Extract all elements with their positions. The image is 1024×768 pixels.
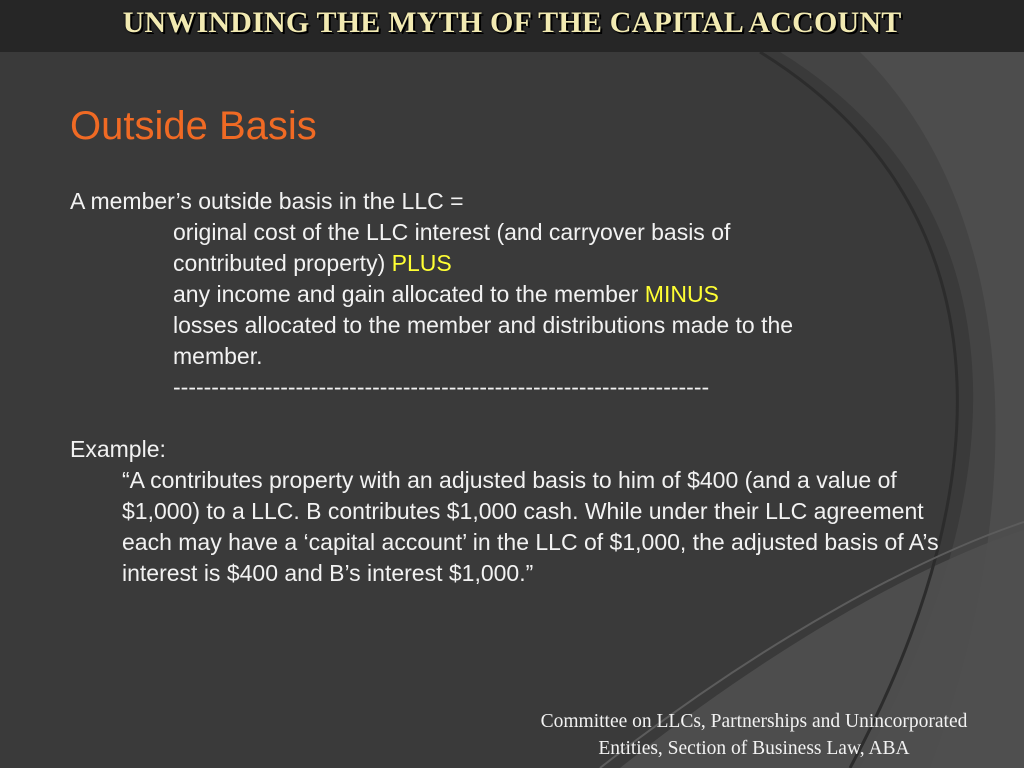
- definition-line-5: member.: [173, 343, 263, 369]
- definition-line-2-text: contributed property): [173, 250, 392, 276]
- example-text: “A contributes property with an adjusted basis to him of $400 (and a value of $1,000) to a LLC. B contributes $1,000 cash. While under their LLC agreement each may have a ‘capital account’ in the LLC of $1,000, the adjusted basis of A’s interest is $400 and B’s interest $1,000.”: [122, 467, 939, 586]
- footer-line-1: Committee on LLCs, Partnerships and Unincorporated: [540, 711, 968, 732]
- definition-line-2: [70, 248, 970, 279]
- example-label: Example:: [70, 436, 166, 462]
- slide-banner: UNWINDING THE MYTH OF THE CAPITAL ACCOUNT: [122, 6, 902, 39]
- slide-footer: [494, 708, 1014, 762]
- spacer: [70, 403, 970, 434]
- plus-keyword: PLUS: [391, 250, 452, 276]
- definition-line-1: original cost of the LLC interest (and carryover basis of: [173, 219, 731, 245]
- minus-keyword: MINUS: [644, 281, 719, 307]
- definition-intro: A member’s outside basis in the LLC =: [70, 188, 464, 214]
- definition-line-4: losses allocated to the member and distributions made to the: [173, 312, 794, 338]
- footer-line-2: Entities, Section of Business Law, ABA: [598, 738, 910, 759]
- slide-body: [70, 186, 970, 589]
- definition-line-3-text: any income and gain allocated to the member: [173, 281, 645, 307]
- slide-title: Outside Basis: [70, 104, 317, 148]
- dashed-separator: ----------------------------------------------------------------------: [173, 374, 710, 400]
- definition-line-3: [70, 279, 970, 310]
